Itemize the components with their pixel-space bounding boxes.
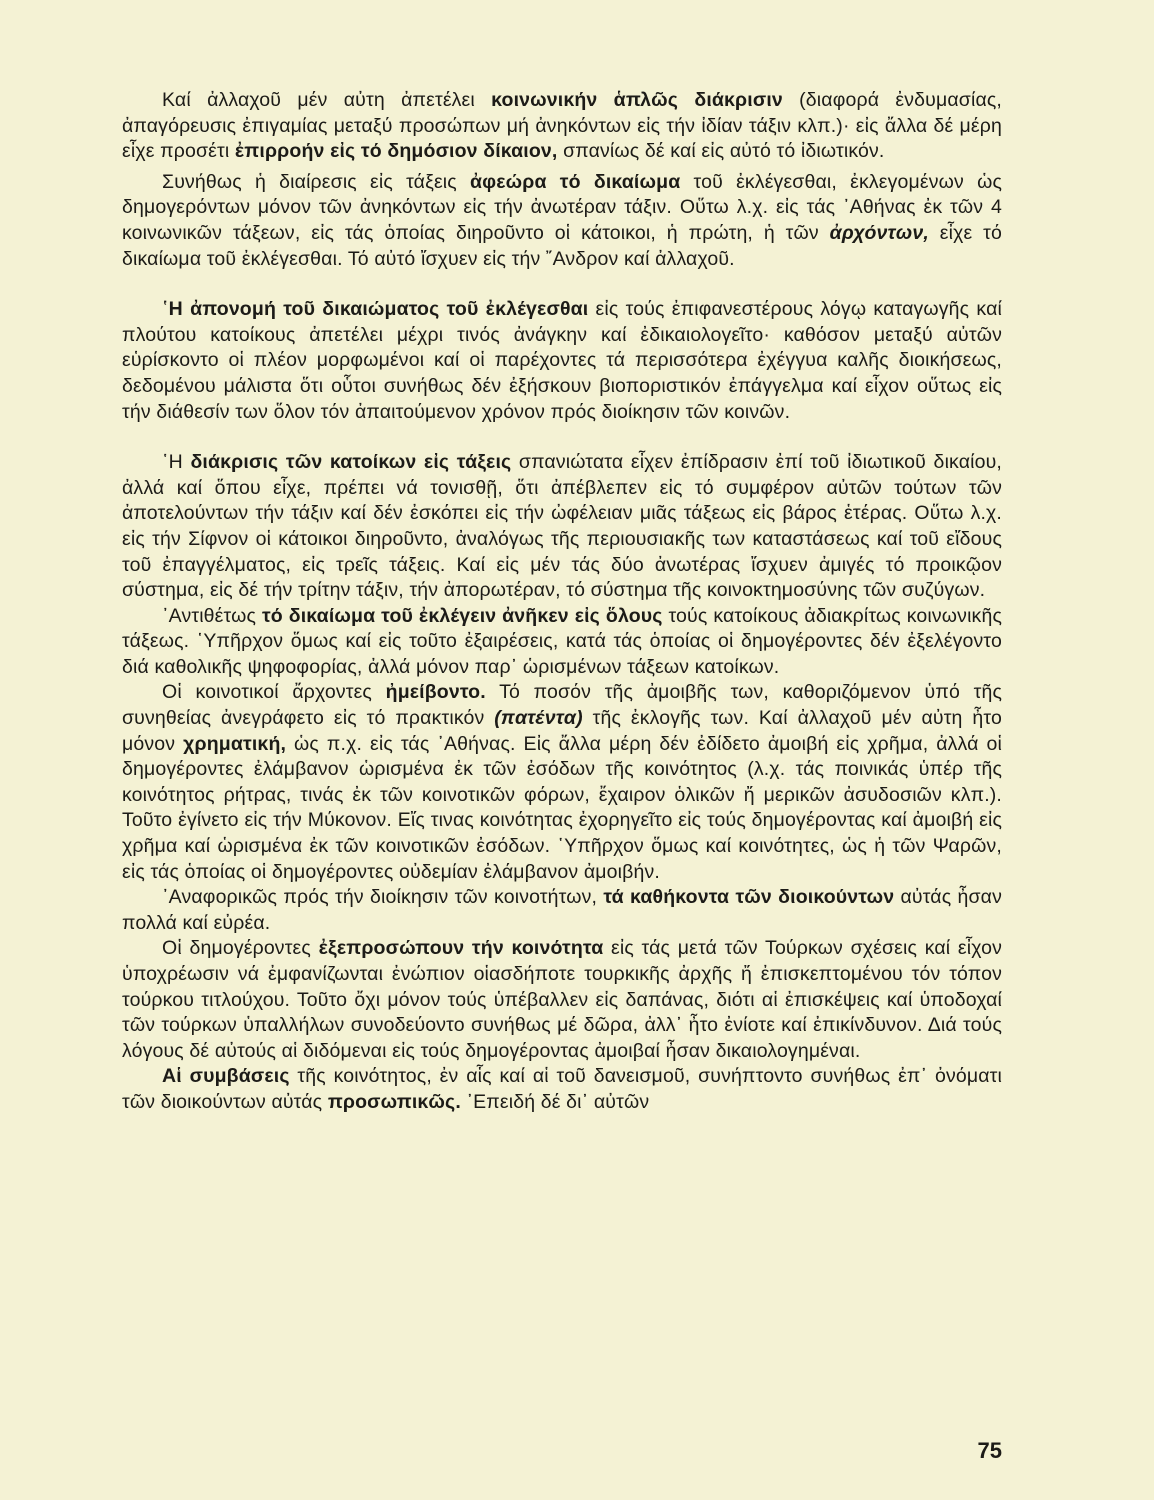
text-run: εἶχε τό δικαίωμα τοῦ ἐκλέγεσθαι. Τό αὐτό ἴσχυεν εἰς τήν ῎Ανδρον καί ἀλλαχοῦ. [122,221,1002,270]
text-run: ὡς π.χ. εἰς τάς ᾿Αθήνας. Εἰς ἄλλα μέρη δέν ἐδίδετο ἀμοιβή εἰς χρῆμα, ἀλλά οἱ δημογέροντες ἐλάμβανον ὡρισμένα ἐκ τῶν ἐσόδων τῆς κοινότητος (λ.χ. τάς ποινικάς ὑπέρ τῆς κοινότητος ρήτρας, τινάς ἐκ τῶν κοινοτικῶν φόρων, ἔχαιρον ὁλικῶν ἤ μερικῶν ἀσυδοσιῶν κλπ.). Τοῦτο ἐγίνετο εἰς τήν Μύκονον. Εἴς τινας κοινότητας ἐχορηγεῖτο εἰς τούς δημογέροντας καί ἀμοιβή εἰς χρῆμα καί ὡρισμένα ἐκ τῶν κοινοτικῶν ἐσόδων. ῾Υπῆρχον ὅμως καί κοινότητες, ὡς ἡ τῶν Ψαρῶν, εἰς τάς ὁποίας οἱ δημογέροντες οὐδεμίαν ἐλάμβανον ἀμοιβήν. [122,732,1003,883]
text-run: τῆς κοινότητος, ἐν αἷς καί αἱ τοῦ δανεισμοῦ, συνήπτοντο συνήθως ἐπ᾿ ὀνόματι τῶν διοικούντων αὐτάς [122,1065,1002,1113]
text-run: (διαφορά ἐνδυμασίας, ἀπαγόρευσις ἐπιγαμίας μεταξύ προσώπων μή ἀνηκόντων εἰς τήν ἰδίαν τάξιν κλπ.)· εἰς ἄλλα δέ μέρη εἶχε προσέτι [122,89,1002,163]
paragraph [122,604,1002,681]
bold-phrase: τά καθήκοντα τῶν διοικούντων [603,886,895,909]
bold-phrase: ἀφεώρα τό δικαίωμα [470,170,681,193]
bold-phrase: διάκρισις τῶν κατοίκων εἰς τάξεις [190,451,512,474]
italic-phrase: (πατέντα) [494,707,583,730]
paragraph [122,297,1002,425]
bold-phrase: Αἱ συμβάσεις [162,1065,290,1088]
italic-phrase: ἀρχόντων, [829,221,929,244]
paragraph [122,450,1002,604]
bold-phrase: ῾Η ἀπονομή τοῦ δικαιώματος τοῦ ἐκλέγεσθαι [162,298,589,321]
text-run: Καί ἀλλαχοῦ μέν αὐτη ἀπετέλει [162,89,492,111]
text-run: σπανίως δέ καί εἰς αὐτό τό ἰδιωτικόν. [557,140,885,163]
bold-phrase: ἐπιρροήν εἰς τό δημόσιον δίκαιον, [234,140,558,163]
text-run: ᾿Αντιθέτως [162,604,262,627]
text-run: τούς κατοίκους ἀδιακρίτως κοινωνικῆς τάξεως. ῾Υπῆρχον ὅμως καί εἰς τοῦτο ἐξαιρέσεις, κατά τάς ὁποίας οἱ δημογέροντες δέν ἐξελέγοντο διά καθολικῆς ψηφοφορίας, ἀλλά μόνον παρ᾿ ὡρισμένων τάξεων κατοίκων. [122,604,1003,678]
text-run: Συνήθως ἡ διαίρεσις εἰς τάξεις [162,170,470,193]
text-run: Οἱ κοινοτικοί ἄρχοντες [162,681,386,704]
paragraph [122,885,1002,936]
paragraph [122,680,1002,885]
text-run: ᾿Επειδή δέ δι᾿ αὐτῶν [460,1090,650,1113]
text-run: ῾Η [162,451,191,474]
text-run: αὐτάς ἦσαν πολλά καί εὐρέα. [122,886,1002,934]
text-run: Τό ποσόν τῆς ἀμοιβῆς των, καθοριζόμενον ὑπό τῆς συνηθείας ἀνεγράφετο εἰς τό πρακτικόν [122,681,1003,730]
bold-phrase: ἠμείβοντο. [385,681,486,704]
paragraph [122,936,1002,1064]
text-column [122,88,1002,1116]
paragraph [122,88,1002,165]
bold-phrase: τό δικαίωμα τοῦ ἐκλέγειν ἀνῆκεν εἰς ὅλους [261,604,663,627]
bold-phrase: προσωπικῶς. [327,1090,461,1113]
text-run: εἰς τούς ἐπιφανεστέρους λόγῳ καταγωγῆς καί πλούτου κατοίκους ἀπετέλει μέχρι τινός ἀνάγκην καί ἐδικαιολογεῖτο· καθόσον μεταξύ αὐτῶν εὑρίσκοντο οἱ πλέον μορφωμένοι καί οἱ παρέχοντες τά περισσότερα ἐχέγγυα καλῆς διοικήσεως, δεδομένου μάλιστα ὅτι οὗτοι συνήθως δέν ἐξήσκουν βιοποριστικόν ἐπάγγελμα καί εἶχον οὕτως εἰς τήν διάθεσίν των ὅλον τόν ἀπαιτούμενον χρόνον πρός διοίκησιν τῶν κοινῶν. [122,298,1002,423]
text-run: ᾿Αναφορικῶς πρός τήν διοίκησιν τῶν κοινοτήτων, [162,886,604,909]
paragraph [122,1064,1002,1115]
text-run: τῆς ἐκλογῆς των. Καί ἀλλαχοῦ μέν αὐτη ἦτο μόνον [122,707,1002,755]
text-run: σπανιώτατα εἶχεν ἐπίδρασιν ἐπί τοῦ ἰδιωτικοῦ δικαίου, ἀλλά καί ὅπου εἶχε, πρέπει νά τονισθῇ, ὅτι ἀπέβλεπεν εἰς τό συμφέρον αὐτῶν τούτων τῶν ἀποτελούντων τήν τάξιν καί δέν ἐσκόπει εἰς τήν ὠφέλειαν μιᾶς τάξεως εἰς βάρος ἑτέρας. Οὕτω λ.χ. εἰς τήν Σίφνον οἱ κάτοικοι διηροῦντο, ἀναλόγως τῆς περιουσιακῆς των καταστάσεως καί τοῦ εἴδους τοῦ ἐπαγγέλματος, εἰς τρεῖς τάξεις. Καί εἰς μέν τάς δύο ἀνωτέρας ἴσχυεν ἀμιγές τό προικῷον σύστημα, εἰς δέ τήν τρίτην τάξιν, τήν ἀπορωτέραν, τό σύστημα τῆς κοινοκτημοσύνης τῶν συζύγων. [122,451,1002,602]
bold-phrase: χρηματική, [183,732,287,755]
text-run: εἰς τάς μετά τῶν Τούρκων σχέσεις καί εἶχον ὑποχρέωσιν νά ἐμφανίζωνται ἐνώπιον οἱασδήποτε τουρκικῆς ἀρχῆς ἤ ἐπισκεπτομένου τόν τόπον τούρκου τιτλούχου. Τοῦτο ὄχι μόνον τούς ὑπέβαλλεν εἰς δαπάνας, διότι αἱ ἐπισκέψεις καί ὑποδοχαί τῶν τούρκων ὑπαλλήλων συνοδεύοντο συνήθως μέ δῶρα, ἀλλ᾿ ἦτο ἐνίοτε καί ἐπικίνδυνον. Διά τούς λόγους δέ αὐτούς αἱ διδόμεναι εἰς τούς δημογέροντας ἀμοιβαί ἦσαν δικαιολογημέναι. [122,937,1002,1062]
text-run: τοῦ ἐκλέγεσθαι, ἐκλεγομένων ὡς δημογερόντων μόνον τῶν ἀνηκόντων εἰς τήν ἀνωτέραν τάξιν. Οὕτω λ.χ. εἰς τάς ᾿Αθήνας ἐκ τῶν 4 κοινωνικῶν τάξεων, εἰς τάς ὁποίας διηροῦντο οἱ κάτοικοι, ἡ πρώτη, ἡ τῶν [122,170,1002,244]
bold-phrase: ἐξεπροσώπουν τήν κοινότητα [318,937,604,960]
paragraph [122,170,1002,272]
bold-phrase: κοινωνικήν ἁπλῶς διάκρισιν [491,89,783,111]
text-run: Οἱ δημογέροντες [162,937,319,960]
page-number: 75 [977,1438,1002,1463]
